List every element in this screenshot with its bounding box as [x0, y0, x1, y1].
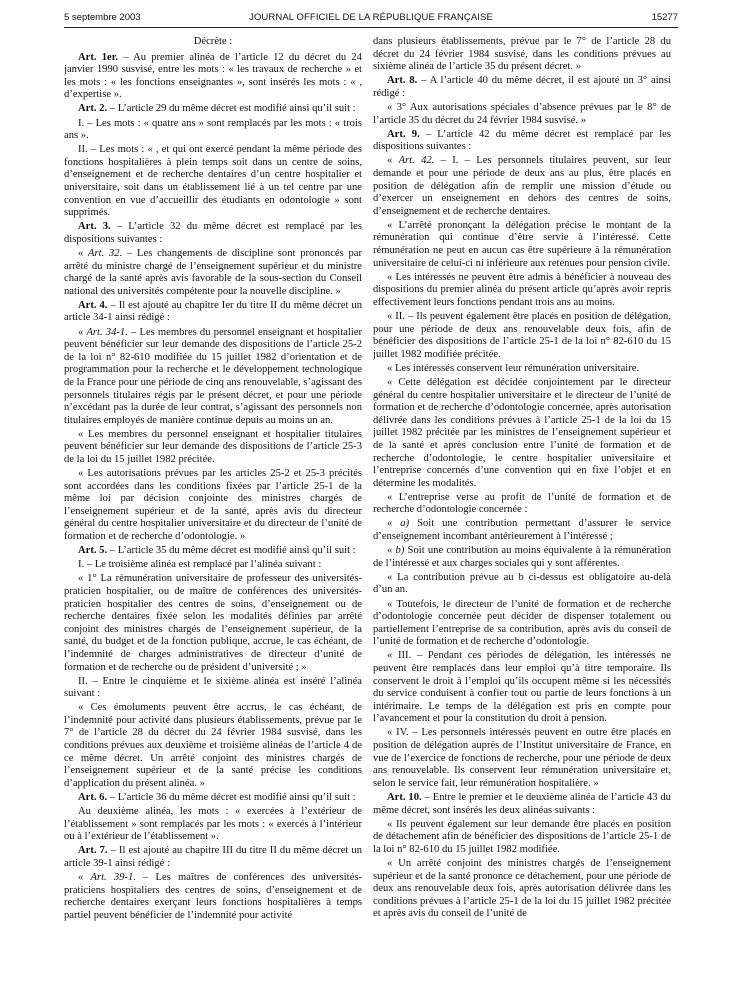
article-label: Art. 8.: [387, 75, 418, 87]
text-paragraph: [373, 599, 671, 649]
journal-title: JOURNAL OFFICIEL DE LA RÉPUBLIQUE FRANÇAISE: [249, 12, 493, 23]
paragraph-text: « Toutefois, le directeur de l’unité de formation et de recherche d’odontologie concernée peut décider de dispenser totalement ou partiellement l’entreprise de sa contribution, après avis du conseil de l’unité de formation et de recherche d’odontologie.: [373, 598, 671, 648]
paragraph-text: « L’arrêté prononçant la délégation précise le montant de la rémunération qui continue d’être servie à l’intéressé. Cette rémunération ne peut en aucun cas être supérieure à la rémunération universitaire de celui-ci ni inférieure aux retenues pour pension civile.: [373, 219, 671, 269]
quote-mark: «: [78, 872, 91, 883]
page-header: [64, 12, 678, 28]
lettered-paragraph: [373, 545, 671, 570]
paragraph-text: I. – Les mots : « quatre ans » sont remplacés par les mots : « trois ans ».: [64, 117, 362, 142]
page-number: 15277: [651, 12, 678, 23]
article-label: Art. 4.: [78, 299, 108, 311]
article-paragraph: [64, 103, 362, 116]
article-text: – L’article 29 du même décret est modifié ainsi qu’il suit :: [107, 103, 356, 115]
quoted-article-paragraph: [64, 248, 362, 298]
text-paragraph: [373, 858, 671, 921]
continued-paragraph: [373, 36, 671, 74]
paragraph-text: I. – Le troisième alinéa est remplacé par l’alinéa suivant :: [78, 559, 322, 571]
article-text: – L’article 32 du même décret est remplacé par les dispositions suivantes :: [64, 221, 362, 245]
text-paragraph: [373, 311, 671, 361]
paragraph-text: « Les intéressés conservent leur rémunération universitaire.: [387, 362, 640, 374]
text-paragraph: [373, 220, 671, 270]
quote-mark: «: [78, 326, 87, 338]
text-paragraph: [64, 573, 362, 674]
text-paragraph: [64, 468, 362, 544]
article-text: – A l’article 40 du même décret, il est ajouté un 3° ainsi rédigé :: [373, 75, 671, 99]
paragraph-letter: a): [400, 518, 410, 530]
article-paragraph: [64, 52, 362, 102]
article-paragraph: [64, 300, 362, 325]
quoted-article-paragraph: [64, 327, 362, 428]
paragraph-text: « 3° Aux autorisations spéciales d’absence prévues par le 8° de l’article 35 du décret du 24 février 1984 susvisé. »: [373, 101, 671, 126]
paragraph-text: Soit une contribution au moins équivalente à la rémunération de l’intéressé et aux charges sociales qui y sont afférentes.: [373, 545, 671, 569]
article-paragraph: [373, 792, 671, 817]
article-text: – Entre le premier et le deuxième alinéa de l’article 43 du même décret, sont insérés les deux alinéas suivants :: [373, 791, 671, 816]
text-paragraph: [64, 676, 362, 701]
quoted-article-ref: Art. 32.: [88, 248, 123, 259]
article-paragraph: [64, 221, 362, 246]
quoted-article-paragraph: [373, 155, 671, 218]
paragraph-text: « IV. – Les personnels intéressés peuvent en outre être placés en position de délégation auprès de l’Institut universitaire de France, en vue de l’exercice de fonctions de recherche, pour une période de deux ans renouvelable. Ils conservent leur rémunération universitaire et, selon le service fait, leur rémunération hospitalière. »: [373, 727, 671, 789]
decree-heading-text: Décrète :: [193, 36, 233, 47]
paragraph-text: « Ils peuvent également sur leur demande être placés en position de détachement afin de bénéficier des dispositions de l’article 25-1 de la loi n° 82-610 du 15 juillet 1982 modifiée.: [373, 818, 671, 855]
text-paragraph: [373, 377, 671, 490]
quoted-article-ref: Art. 42.: [398, 155, 435, 167]
text-paragraph: [64, 144, 362, 220]
quote-mark: «: [387, 518, 401, 530]
paragraph-text: « Ces émoluments peuvent être accrus, le cas échéant, de l’indemnité pour activité dans plusieurs établissements, prévue par le 7° de l’article 28 du décret du 24 février 1984 susvisé, dans les conditions prévues aux deuxième et troisième alinéas de l’article 4 de ce même décret. Un arrêté conjoint des ministres chargés de l’enseignement supérieur et de la santé précise les conditions d’application du présent alinéa. »: [64, 702, 362, 789]
paragraph-text: « La contribution prévue au b ci-dessus est obligatoire au-delà d’un an.: [373, 571, 671, 596]
paragraph-text: « III. – Pendant ces périodes de délégation, les intéressés ne peuvent être remplacés dans leur emploi qu’à titre temporaire. Ils conservent le droit à l’emploi qu’ils occupent même si les nécessités du service conduisent à confier tout ou partie de leurs fonctions à un intérimaire. Le temps de la délégation est pris en compte pour l’avancement et pour la constitution du droit à pension.: [373, 650, 671, 725]
lettered-paragraph: [373, 518, 671, 543]
article-label: Art. 1er.: [78, 51, 119, 63]
article-text: – Il est ajouté au chapitre Ier du titre II du même décret un article 34-1 ainsi rédigé :: [64, 299, 362, 324]
paragraph-text: II. – Entre le cinquième et le sixième alinéa est inséré l’alinéa suivant :: [64, 675, 362, 700]
text-paragraph: [64, 806, 362, 844]
text-paragraph: [64, 118, 362, 143]
paragraph-text: – Les changements de discipline sont prononcés par arrêté du ministre chargé de l’enseignement supérieur et du ministre chargé de la santé après avis favorable de la sous-section du Conseil national des universités compétente pour la nouvelle discipline. »: [64, 248, 362, 297]
paragraph-text: – Les membres du personnel enseignant et hospitalier peuvent bénéficier sur leur demande des dispositions de l’article 25-2 de la loi n° 82-610 modifiée du 15 juillet 1982 d’orientation et de programmation pour la recherche et le développement technologique de la France pour une période de cinq ans renouvelable, s’agissant des personnels titulaires régis par le présent décret, et pour une période n’excédant pas la durée de leur contrat, s’agissant des personnels non titulaires employés de manière continue depuis au moins un an.: [64, 326, 362, 426]
text-paragraph: [64, 702, 362, 790]
text-paragraph: [373, 492, 671, 517]
paragraph-text: – Les maîtres de conférences des universités-praticiens hospitaliers des centres de soins, d’enseignement et de recherche dentaires exerçant leurs fonctions hospitalières à temps partiel peuvent bénéficier de l’indemnité pour activité: [64, 872, 362, 921]
article-paragraph: [64, 792, 362, 805]
text-paragraph: [373, 819, 671, 857]
paragraph-text: dans plusieurs établissements, prévue par le 7° de l’article 28 du décret du 24 février 1984 susvisé, dans les conditions prévues au sixième alinéa de l’article 35 du présent décret. »: [373, 36, 671, 73]
paragraph-text: Au deuxième alinéa, les mots : « exercées à l’extérieur de l’établissement » sont remplacés par les mots : « exercés à l’intérieur ou à l’extérieur de l’établissement ».: [64, 806, 362, 843]
text-paragraph: [64, 559, 362, 572]
article-paragraph: [373, 129, 671, 154]
article-text: – L’article 42 du même décret est remplacé par les dispositions suivantes :: [373, 128, 671, 153]
text-paragraph: [373, 650, 671, 726]
paragraph-text: « II. – Ils peuvent également être placés en position de délégation, pour une période de deux ans renouvelable deux fois, afin de bénéficier des dispositions de l’article 25-1 de la loi n° 82-610 du 15 juillet 1982 modifiée précitée.: [373, 310, 671, 360]
decree-heading: [64, 36, 362, 49]
quoted-article-paragraph: [64, 872, 362, 922]
article-text: – Il est ajouté au chapitre III du titre II du même décret un article 39-1 ainsi rédigé :: [64, 845, 362, 869]
header-rule: [64, 27, 678, 28]
article-label: Art. 9.: [387, 128, 420, 140]
quote-mark: «: [387, 155, 399, 167]
text-paragraph: [373, 572, 671, 597]
article-text: – L’article 35 du même décret est modifié ainsi qu’il suit :: [107, 545, 356, 557]
article-paragraph: [64, 545, 362, 558]
paragraph-text: « Un arrêté conjoint des ministres chargés de l’enseignement supérieur et de la santé prononce ce détachement, pour une période de deux ans renouvelable deux fois, après autorisation délivrée dans les conditions prévues à l’article 25-1 de la loi du 15 juillet 1982 précitée et après avis du conseil de l’unité de: [373, 857, 671, 920]
text-paragraph: [64, 429, 362, 467]
paragraph-text: II. – Les mots : « , et qui ont exercé pendant la même période des fonctions hospitalières à plein temps soit dans un centre de soins, d’enseignement et de recherche dentaires d’un centre hospitalier et universitaire, soit dans un établissement lié à un tel centre par une convention en vue d’accueillir des étudiants en odontologie » sont supprimés.: [64, 144, 362, 219]
paragraph-text: Soit une contribution permettant d’assurer le service d’enseignement incombant antérieurement à l’intéressé ;: [373, 518, 671, 543]
text-paragraph: [373, 272, 671, 310]
article-text: – L’article 36 du même décret est modifié ainsi qu’il suit :: [107, 791, 356, 803]
article-label: Art. 3.: [78, 221, 111, 233]
quoted-article-ref: Art. 39-1.: [90, 872, 136, 883]
paragraph-text: « Les intéressés ne peuvent être admis à bénéficier à nouveau des dispositions du premier alinéa du présent article qu’après avoir repris effectivement leurs fonctions pendant trois ans au moins.: [373, 271, 671, 308]
paragraph-text: « 1° La rémunération universitaire de professeur des universités-praticien hospitalier, ou de maître de conférences des universités-praticien hospitalier des centres de soins, d’enseignement ou de recherche dentaires fixée selon les modalités définies par arrêté conjoint des ministres chargés de l’enseignement supérieur, de la santé, du budget et de la fonction publique, accrue, le cas échéant, de l’indemnité de charges administratives de directeur d’unité de formation et de recherche ou de président d’université ; »: [64, 573, 362, 673]
article-label: Art. 6.: [78, 791, 108, 803]
text-paragraph: [373, 727, 671, 790]
article-paragraph: [373, 75, 671, 100]
article-label: Art. 2.: [78, 103, 108, 115]
paragraph-text: « Les membres du personnel enseignant et hospitalier titulaires peuvent bénéficier sur leur demande des dispositions de l’article 25-3 de la loi du 15 juillet 1982 précitée.: [64, 428, 362, 465]
paragraph-text: « Les autorisations prévues par les articles 25-2 et 25-3 précités sont accordées dans les conditions fixées par l’article 25-1 de la même loi par décision conjointe des ministres chargés de l’enseignement supérieur et de la santé, après avis du directeur général du centre hospitalier universitaire et du directeur de l’unité de formation et de recherche d’odontologie. »: [64, 468, 362, 543]
right-column: [373, 36, 671, 986]
paragraph-letter: b): [395, 545, 405, 557]
paragraph-text: « Cette délégation est décidée conjointement par le directeur général du centre hospitalier universitaire et le directeur de l’unité de formation et de recherche d’odontologie concernée, après autorisation délivrée dans les conditions prévues à l’article 25-1 de la loi du 15 juillet 1982 précitée par les ministres de l’enseignement supérieur et de la santé et après conclusion entre l’unité de formation et de recherche d’odontologie, le centre hospitalier universitaire et l’entreprise concernés d’une convention qui en fixe l’objet et en détermine les modalités.: [373, 376, 671, 489]
paragraph-text: – I. – Les personnels titulaires peuvent, sur leur demande et pour une période de deux ans au plus, être placés en position de délégation afin de remplir une mission d’étude ou d’exercer un enseignement en dehors des centres de soins, d’enseignement et de recherche dentaires.: [373, 155, 671, 217]
publication-date: 5 septembre 2003: [64, 12, 141, 23]
article-label: Art. 7.: [78, 845, 108, 857]
article-paragraph: [64, 845, 362, 870]
quoted-article-ref: Art. 34-1.: [86, 326, 128, 338]
text-paragraph: [373, 363, 671, 376]
text-paragraph: [373, 102, 671, 127]
left-column: [64, 36, 362, 986]
article-label: Art. 10.: [387, 791, 422, 803]
paragraph-text: « L’entreprise verse au profit de l’unité de formation et de recherche d’odontologie concernée :: [373, 491, 671, 516]
article-text: – Au premier alinéa de l’article 12 du décret du 24 janvier 1990 susvisé, entre les mots : « les travaux de recherche » et les mots : « les fonctions enseignantes », sont insérés les mots : « , d’expertise ».: [64, 51, 362, 101]
quote-mark: «: [78, 248, 89, 259]
article-label: Art. 5.: [78, 545, 108, 557]
quote-mark: «: [387, 545, 396, 557]
